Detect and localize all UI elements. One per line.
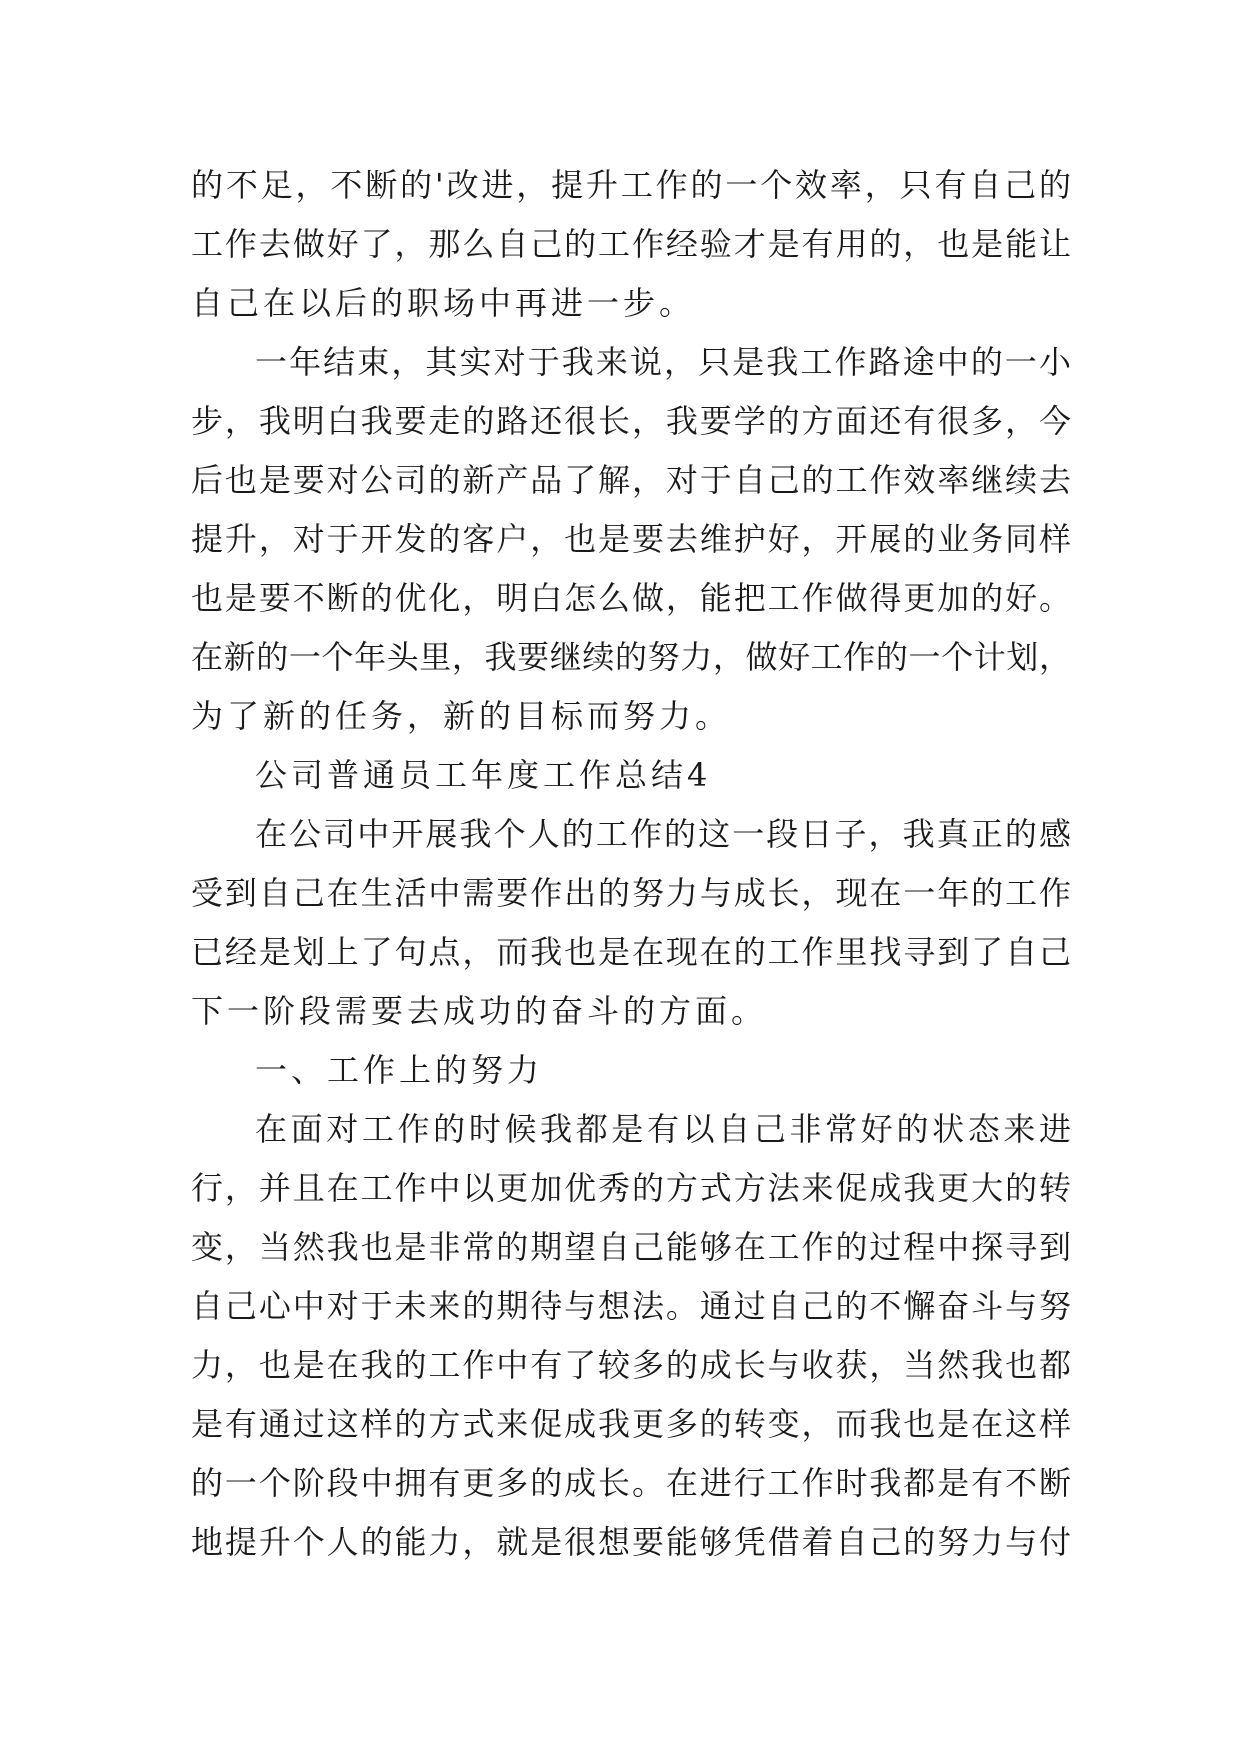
text-line: 也是要不断的优化，明白怎么做，能把工作做得更加的好。 xyxy=(191,579,1071,617)
text-line: 工作去做好了，那么自己的工作经验才是有用的，也是能让 xyxy=(191,225,1071,263)
text-line: 下一阶段需要去成功的奋斗的方面。 xyxy=(191,992,768,1030)
text-line: 的不足，不断的'改进，提升工作的一个效率，只有自己的 xyxy=(191,166,1071,204)
text-line: 行，并且在工作中以更加优秀的方式方法来促成我更大的转 xyxy=(191,1169,1071,1207)
paragraph-start-line: 在面对工作的时候我都是有以自己非常好的状态来进 xyxy=(255,1110,1071,1148)
section-heading: 公司普通员工年度工作总结4 xyxy=(255,756,712,794)
text-line: 后也是要对公司的新产品了解，对于自己的工作效率继续去 xyxy=(191,461,1071,499)
text-line: 是有通过这样的方式来促成我更多的转变，而我也是在这样 xyxy=(191,1405,1071,1443)
text-line: 为了新的任务，新的目标而努力。 xyxy=(191,697,732,735)
text-line: 的一个阶段中拥有更多的成长。在进行工作时我都是有不断 xyxy=(191,1464,1071,1502)
paragraph-start-line: 在公司中开展我个人的工作的这一段日子，我真正的感 xyxy=(255,815,1071,853)
paragraph-start-line: 一年结束，其实对于我来说，只是我工作路途中的一小 xyxy=(255,343,1071,381)
text-line: 步，我明白我要走的路还很长，我要学的方面还有很多，今 xyxy=(191,402,1071,440)
text-line: 提升，对于开发的客户，也是要去维护好，开展的业务同样 xyxy=(191,520,1071,558)
text-line: 地提升个人的能力，就是很想要能够凭借着自己的努力与付 xyxy=(191,1523,1071,1561)
text-line: 受到自己在生活中需要作出的努力与成长，现在一年的工作 xyxy=(191,874,1071,912)
text-line: 变，当然我也是非常的期望自己能够在工作的过程中探寻到 xyxy=(191,1228,1071,1266)
text-line: 自己在以后的职场中再进一步。 xyxy=(191,284,696,322)
text-line: 已经是划上了句点，而我也是在现在的工作里找寻到了自己 xyxy=(191,933,1071,971)
text-line: 力，也是在我的工作中有了较多的成长与收获，当然我也都 xyxy=(191,1346,1071,1384)
text-line: 在新的一个年头里，我要继续的努力，做好工作的一个计划， xyxy=(191,638,1071,676)
text-line: 自己心中对于未来的期待与想法。通过自己的不懈奋斗与努 xyxy=(191,1287,1071,1325)
subsection-heading: 一、工作上的努力 xyxy=(255,1051,544,1089)
document-body xyxy=(191,156,1071,1572)
